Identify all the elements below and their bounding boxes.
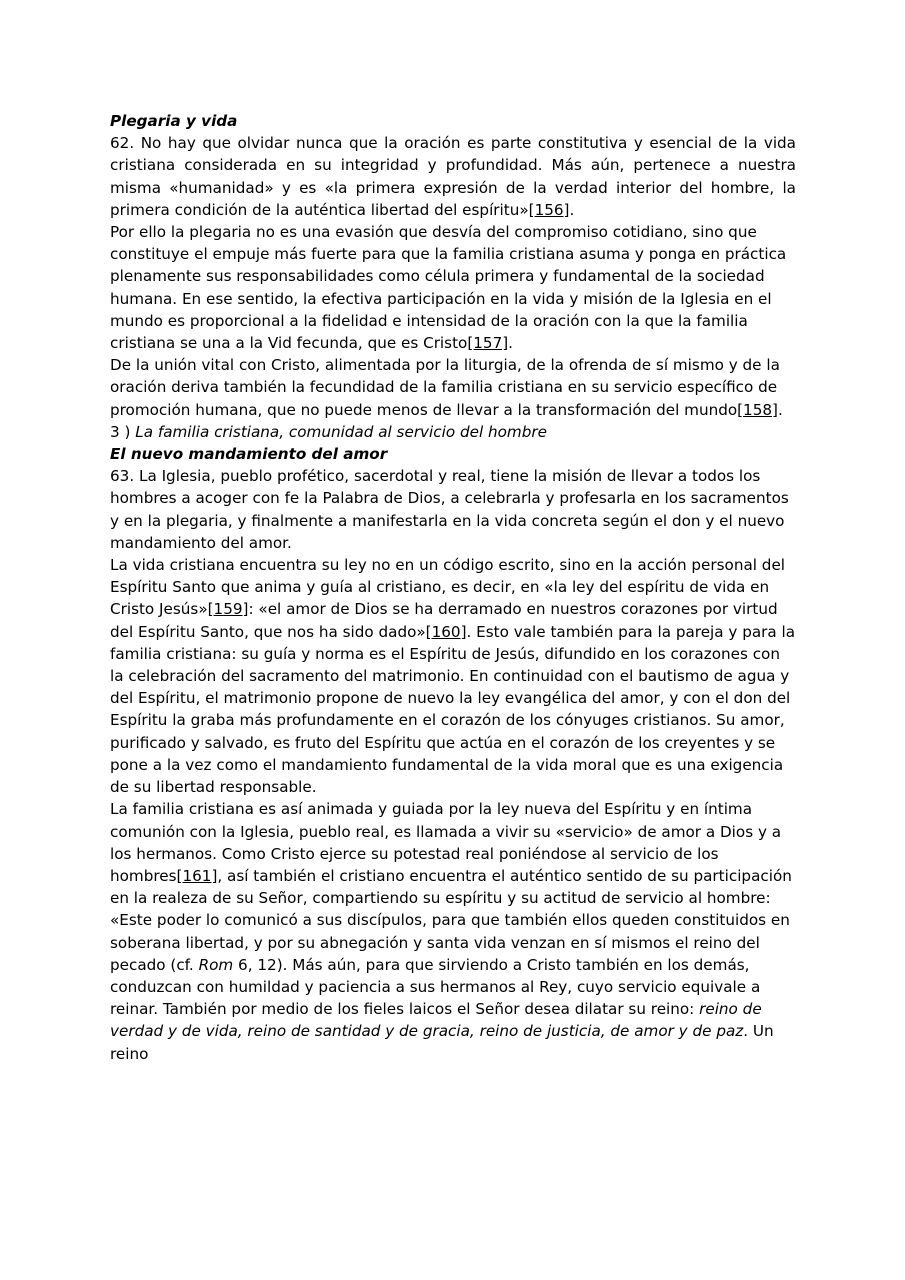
footnote-ref-157[interactable]: [157] [467,334,509,353]
footnote-ref-160[interactable]: [160] [425,622,467,641]
section-heading-plegaria-y-vida: Plegaria y vida [110,112,238,130]
subsection-heading-3 [110,421,796,443]
quoted-phrase-reino: reino de verdad y de vida, reino de santidad y de gracia, reino de justicia, de amor y de paz [110,1000,762,1041]
paragraph-la-familia-cristiana-seg1: La familia cristiana es así animada y guiada por la ley nueva del Espíritu y en íntima comunión con la Iglesia, pueblo real, es llamada a vivir su «servicio» de amor a Dios y a los hermanos. Como Cristo ejerce su potestad real poniéndose al servicio de los hombres [110,800,782,885]
scripture-citation-rom: Rom [198,955,234,974]
subsection-number: 3 ) [110,422,136,441]
paragraph-la-vida-cristiana-seg1: La vida cristiana encuentra su ley no en un código escrito, sino en la acción personal del Espíritu Santo que anima y guía al cristiano, es decir, en «la ley del espíritu de vida en Cristo Jesús» [110,556,786,619]
paragraph-la-vida-cristiana-seg3: . Esto vale también para la pareja y para la familia cristiana: su guía y norma es el Espíritu de Jesús, difundido en los corazones con la celebración del sacramento del matrimonio. En continuidad con el bautismo de agua y del Espíritu, el matrimonio propone de nuevo la ley evangélica del amor, y con el don del Espíritu la graba más profundamente en el corazón de los cónyuges cristianos. Su amor, purificado y salvado, es fruto del Espíritu que actúa en el corazón de los creyentes y se pone a la vez como el mandamiento fundamental de la vida moral que es una exigencia de su libertad responsable. [110,622,796,797]
paragraph-63: 63. La Iglesia, pueblo profético, sacerdotal y real, tiene la misión de llevar a todos los hombres a acoger con fe la Palabra de Dios, a celebrarla y profesarla en los sacramentos y en la plegaria, y finalmente a manifestarla en la vida concreta según el don y el nuevo mandamiento del amor. [110,467,789,552]
paragraph-de-la-union [110,354,796,421]
paragraph-de-la-union-text: De la unión vital con Cristo, alimentada por la liturgia, de la ofrenda de sí mismo y de la oración deriva también la fecundidad de la familia cristiana en su servicio específico de promoción humana, que no puede menos de llevar a la transformación del mundo [110,356,780,419]
paragraph-la-vida-cristiana-seg2: : «el amor de Dios se ha derramado en nuestros corazones por virtud del Espíritu Santo, que nos ha sido dado» [110,600,778,641]
footnote-ref-161[interactable]: [161] [176,866,218,885]
section-heading-el-nuevo-mandamiento-del-amor: El nuevo mandamiento del amor [110,445,388,464]
paragraph-la-vida-cristiana [110,554,796,798]
paragraph-62-text: 62. No hay que olvidar nunca que la oración es parte constitutiva y esencial de la vida cristiana considerada en su integridad y profundidad. Más aún, pertenece a nuestra misma «humanidad» y es «la primera expresión de la verdad interior del hombre, la primera condición de la auténtica libertad del espíritu» [110,134,796,219]
document-text-column [110,110,796,1065]
paragraph-la-familia-cristiana [110,798,796,1064]
paragraph-la-familia-cristiana-seg4: . Un reino [110,1022,774,1063]
paragraph-de-la-union-tail: . [777,400,783,419]
paragraph-62-tail: . [569,200,575,219]
footnote-ref-158[interactable]: [158] [737,400,778,419]
footnote-ref-156[interactable]: [156] [528,200,570,219]
paragraph-por-ello [110,221,796,354]
paragraph-la-familia-cristiana-seg2: , así también el cristiano encuentra el auténtico sentido de su participación en la realeza de su Señor, compartiendo su espíritu y su actitud de servicio al hombre: «Este poder lo comunicó a sus discípulos, para que también ellos queden constituidos en soberana libertad, y por su abnegación y santa vida venzan en sí mismos el reino del pecado (cf. [110,866,792,974]
footnote-ref-159[interactable]: [159] [207,600,249,619]
paragraph-la-familia-cristiana-seg3: 6, 12). Más aún, para que sirviendo a Cristo también en los demás, conduzcan con humildad y paciencia a sus hermanos al Rey, cuyo servicio equivale a reinar. También por medio de los fieles laicos el Señor desea dilatar su reino: [110,955,761,1019]
paragraph-por-ello-tail: . [508,334,513,353]
paragraph-62 [110,132,796,221]
subsection-title: La familia cristiana, comunidad al servicio del hombre [135,422,547,441]
paragraph-por-ello-text: Por ello la plegaria no es una evasión que desvía del compromiso cotidiano, sino que constituye el empuje más fuerte para que la familia cristiana asuma y ponga en práctica plenamente sus responsabilidades como célula primera y fundamental de la sociedad humana. En ese sentido, la efectiva participación en la vida y misión de la Iglesia en el mundo es proporcional a la fidelidad e intensidad de la oración con la que la familia cristiana se una a la Vid fecunda, que es Cristo [110,223,787,353]
